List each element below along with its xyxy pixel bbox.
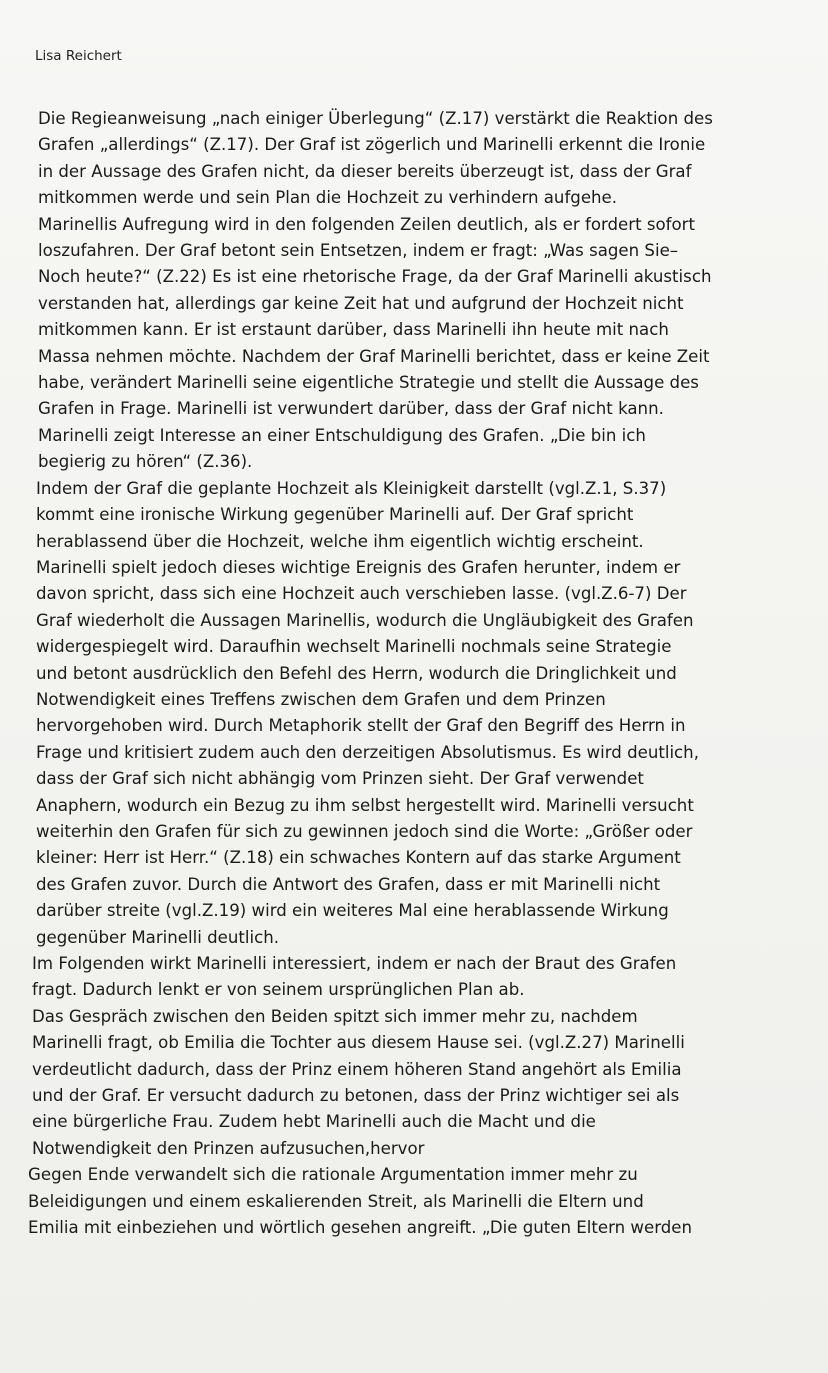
text-line: eine bürgerliche Frau. Zudem hebt Marinelli auch die Macht und die	[32, 1112, 596, 1132]
text-line: mitkommen werde und sein Plan die Hochzeit zu verhindern aufgehe.	[38, 188, 618, 208]
text-line: weiterhin den Grafen für sich zu gewinnen jedoch sind die Worte: „Größer oder	[36, 821, 693, 841]
text-line: und der Graf. Er versucht dadurch zu betonen, dass der Prinz wichtiger sei als	[32, 1086, 680, 1106]
text-line: Indem der Graf die geplante Hochzeit als Kleinigkeit darstellt (vgl.Z.1, S.37)	[36, 478, 667, 498]
text-line: Massa nehmen möchte. Nachdem der Graf Marinelli berichtet, dass er keine Zeit	[38, 346, 710, 366]
text-line: mitkommen kann. Er ist erstaunt darüber, dass Marinelli ihn heute mit nach	[38, 320, 669, 340]
text-line: Die Regieanweisung „nach einiger Überlegung“ (Z.17) verstärkt die Reaktion des	[38, 109, 713, 128]
text-line: loszufahren. Der Graf betont sein Entsetzen, indem er fragt: „Was sagen Sie–	[38, 241, 679, 261]
text-line: Graf wiederholt die Aussagen Marinellis, wodurch die Ungläubigkeit des Grafen	[36, 610, 694, 630]
text-line: Beleidigungen und einem eskalierenden Streit, als Marinelli die Eltern und	[28, 1191, 644, 1211]
text-line: Grafen in Frage. Marinelli ist verwundert darüber, dass der Graf nicht kann.	[38, 399, 664, 419]
text-line: Das Gespräch zwischen den Beiden spitzt sich immer mehr zu, nachdem	[32, 1006, 638, 1026]
text-line: Emilia mit einbeziehen und wörtlich gesehen angreift. „Die guten Eltern werden	[28, 1218, 692, 1238]
text-line: Notwendigkeit den Prinzen aufzusuchen,hervor	[32, 1138, 425, 1158]
text-line: Gegen Ende verwandelt sich die rationale Argumentation immer mehr zu	[28, 1165, 638, 1185]
text-line: begierig zu hören“ (Z.36).	[38, 452, 253, 472]
text-line: Marinelli spielt jedoch dieses wichtige Ereignis des Grafen herunter, indem er	[36, 557, 681, 577]
text-line: herablassend über die Hochzeit, welche ihm eigentlich wichtig erscheint.	[36, 531, 644, 551]
text-line: verstanden hat, allerdings gar keine Zeit hat und aufgrund der Hochzeit nicht	[38, 293, 684, 313]
text-line: des Grafen zuvor. Durch die Antwort des Grafen, dass er mit Marinelli nicht	[36, 874, 661, 894]
text-line: Notwendigkeit eines Treffens zwischen dem Grafen und dem Prinzen	[36, 689, 606, 709]
text-line: habe, verändert Marinelli seine eigentliche Strategie und stellt die Aussage des	[38, 373, 699, 393]
text-line: in der Aussage des Grafen nicht, da dieser bereits überzeugt ist, dass der Graf	[38, 161, 692, 181]
text-line: Im Folgenden wirkt Marinelli interessiert, indem er nach der Braut des Grafen	[32, 954, 677, 973]
text-line: kommt eine ironische Wirkung gegenüber Marinelli auf. Der Graf spricht	[36, 505, 634, 525]
text-line: darüber streite (vgl.Z.19) wird ein weiteres Mal eine herablassende Wirkung	[36, 901, 669, 921]
text-line: Marinelli zeigt Interesse an einer Entschuldigung des Grafen. „Die bin ich	[38, 425, 646, 445]
text-line: Marinelli fragt, ob Emilia die Tochter aus diesem Hause sei. (vgl.Z.27) Marinelli	[32, 1033, 685, 1053]
text-line: verdeutlicht dadurch, dass der Prinz einem höheren Stand angehört als Emilia	[32, 1059, 682, 1079]
text-line: Anaphern, wodurch ein Bezug zu ihm selbst hergestellt wird. Marinelli versucht	[36, 795, 694, 815]
text-line: fragt. Dadurch lenkt er von seinem ursprünglichen Plan ab.	[32, 980, 525, 1000]
text-line: Grafen „allerdings“ (Z.17). Der Graf ist zögerlich und Marinelli erkennt die Ironie	[38, 135, 706, 155]
text-line: Marinellis Aufregung wird in den folgenden Zeilen deutlich, als er fordert sofort	[38, 214, 695, 234]
text-line: davon spricht, dass sich eine Hochzeit auch verschieben lasse. (vgl.Z.6-7) Der	[36, 584, 687, 604]
text-line: hervorgehoben wird. Durch Metaphorik stellt der Graf den Begriff des Herrn in	[36, 716, 686, 736]
text-line: kleiner: Herr ist Herr.“ (Z.18) ein schwaches Kontern auf das starke Argument	[36, 848, 681, 868]
text-line: dass der Graf sich nicht abhängig vom Prinzen sieht. Der Graf verwendet	[36, 769, 644, 789]
essay-body	[28, 106, 803, 1241]
text-line: Frage und kritisiert zudem auch den derzeitigen Absolutismus. Es wird deutlich,	[36, 742, 699, 762]
author-name: Lisa Reichert	[35, 48, 122, 64]
text-line: widergespiegelt wird. Daraufhin wechselt Marinelli nochmals seine Strategie	[36, 637, 672, 657]
text-line: und betont ausdrücklich den Befehl des Herrn, wodurch die Dringlichkeit und	[36, 663, 677, 683]
text-line: Noch heute?“ (Z.22) Es ist eine rhetorische Frage, da der Graf Marinelli akustisch	[38, 267, 712, 287]
text-line: gegenüber Marinelli deutlich.	[36, 927, 280, 947]
